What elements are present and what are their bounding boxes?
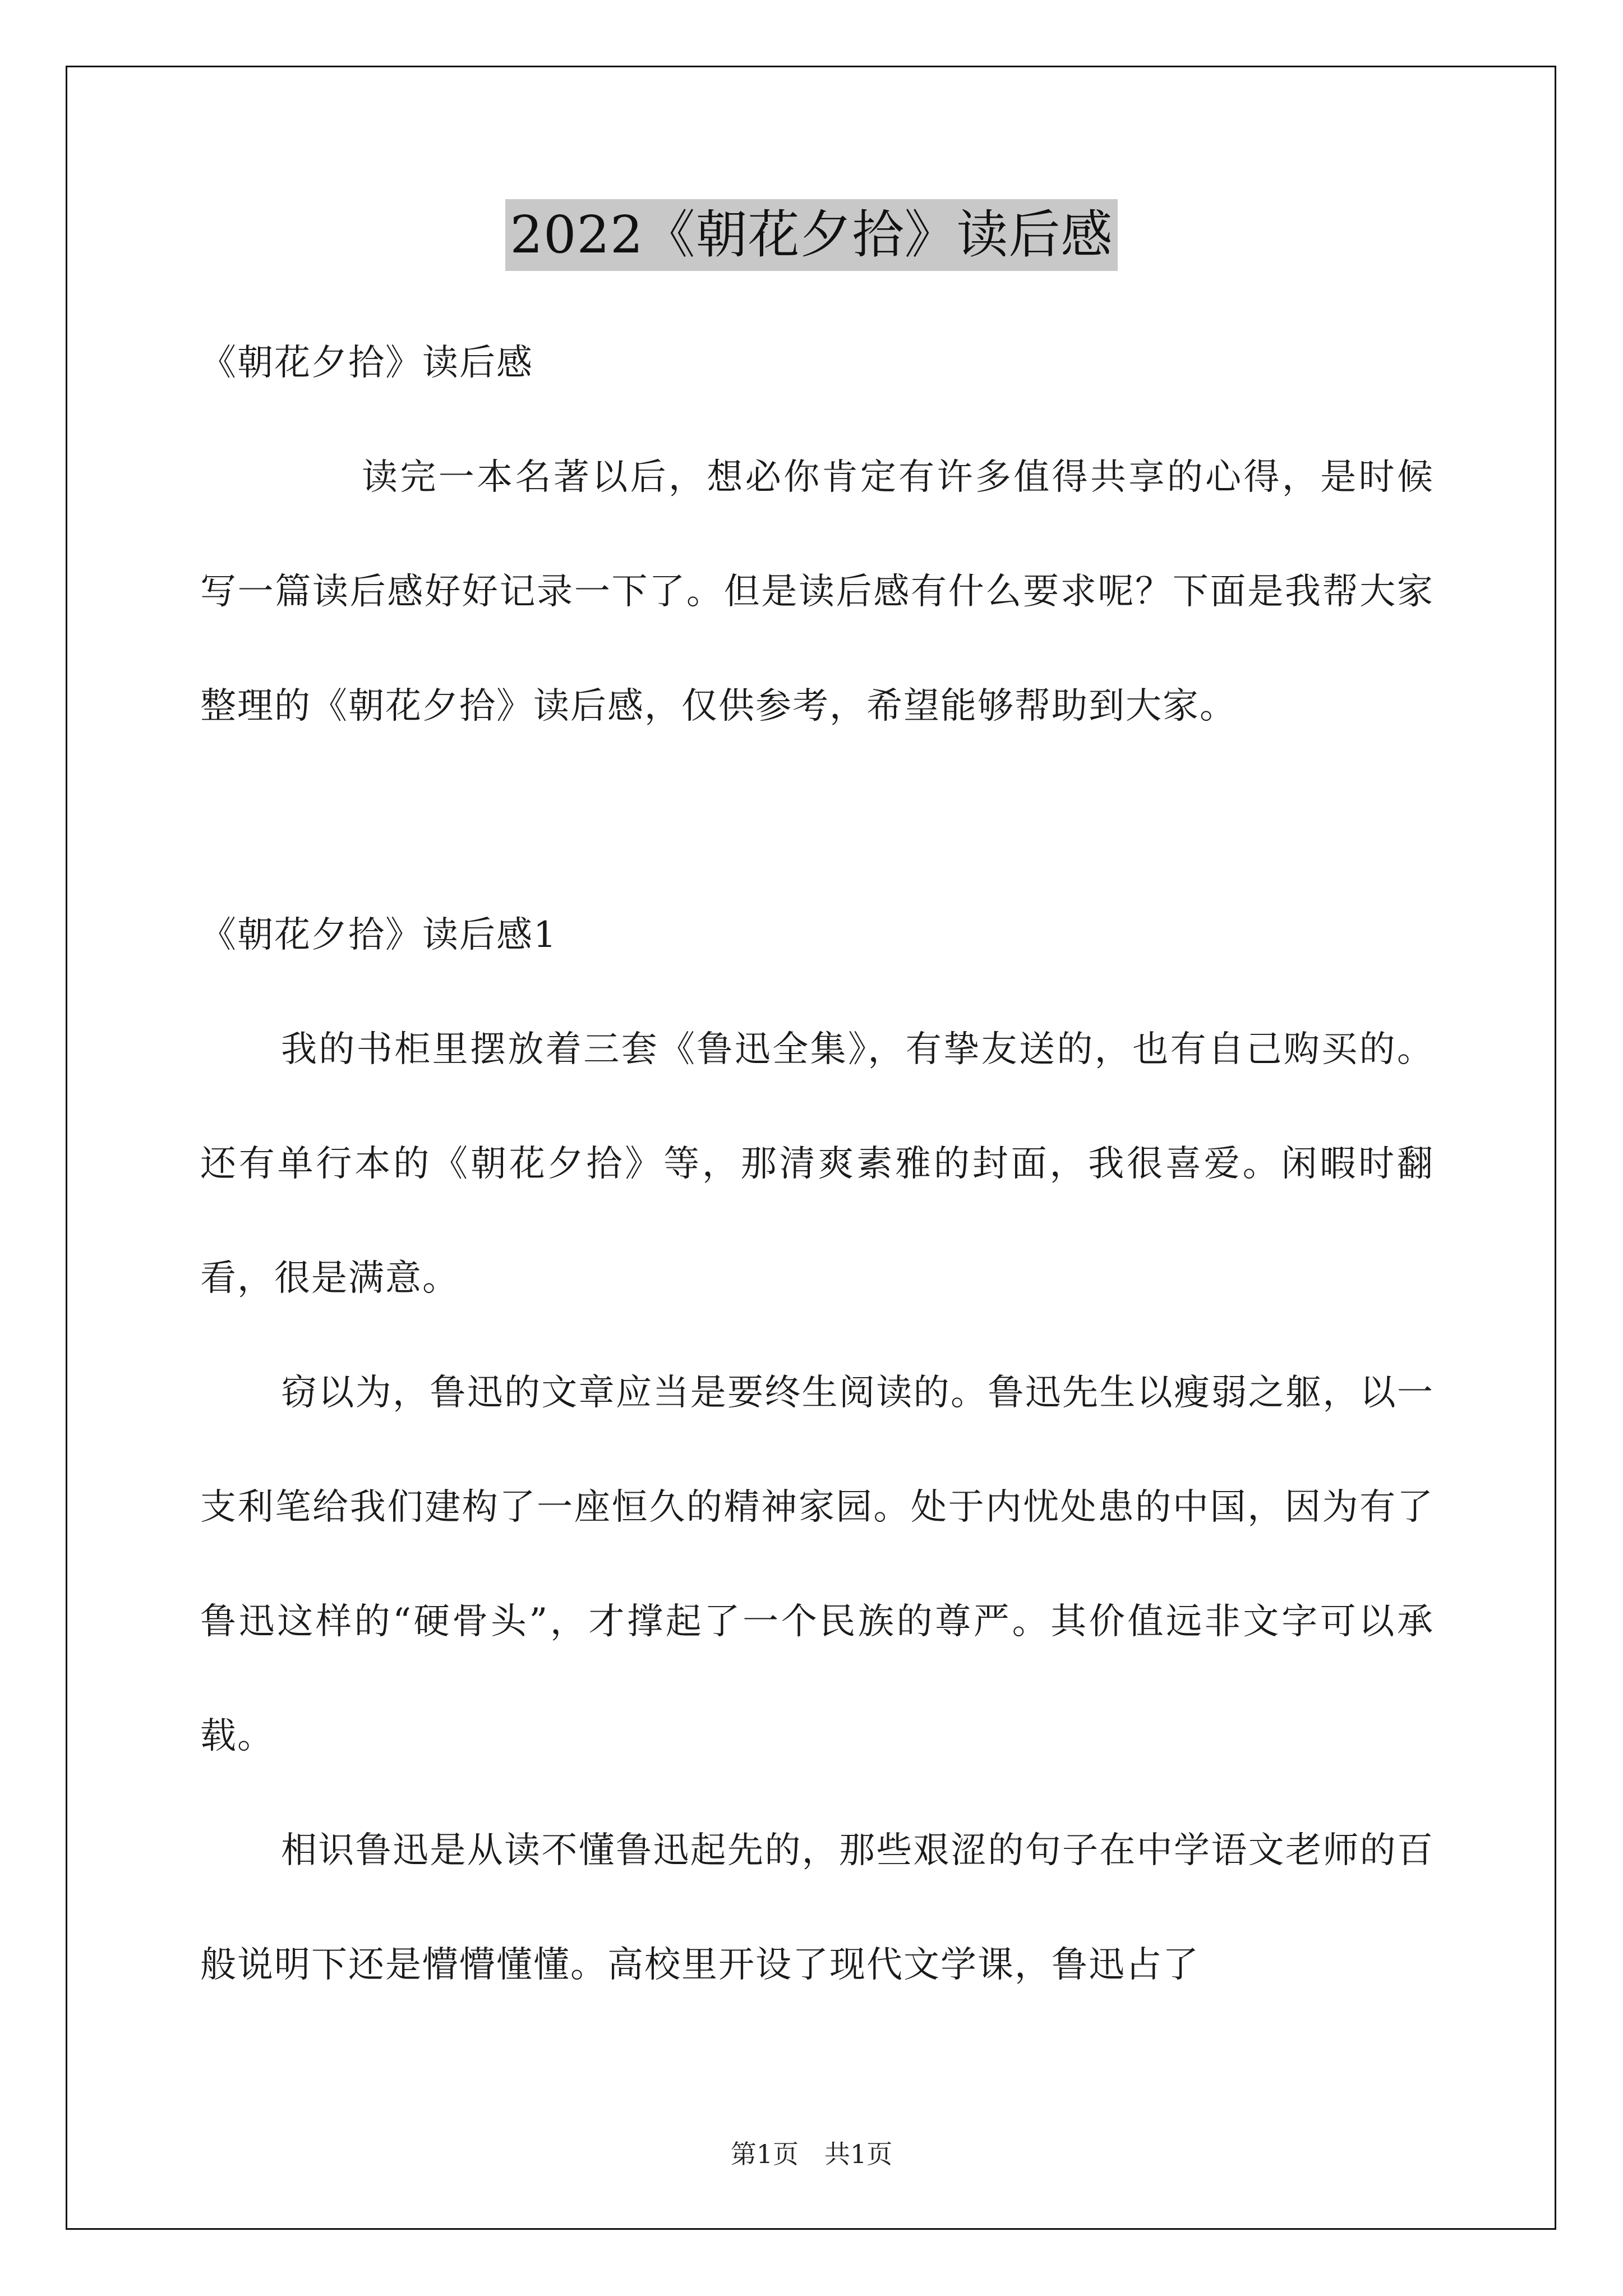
page-footer: 第1页 共1页: [730, 2139, 893, 2169]
body-paragraph-3: 相识鲁迅是从读不懂鲁迅起先的，那些艰涩的句子在中学语文老师的百般说明下还是懵懵懂懂。高校里开设了现代文学课，鲁迅占了: [200, 1830, 1434, 1986]
document-body: [200, 306, 1434, 2022]
section-heading: 《朝花夕拾》读后感1: [200, 914, 557, 956]
intro-paragraph: 读完一本名著以后，想必你肯定有许多值得共享的心得，是时候写一篇读后感好好记录一下了。但是读后感有什么要求呢？下面是我帮大家整理的《朝花夕拾》读后感，仅供参考，希望能够帮助到大家。: [200, 457, 1434, 727]
intro-heading: 《朝花夕拾》读后感: [200, 342, 533, 384]
title-container: [0, 199, 1623, 271]
body-paragraph-1: 我的书柜里摆放着三套《鲁迅全集》，有挚友送的，也有自己购买的。还有单行本的《朝花夕拾》等，那清爽素雅的封面，我很喜爱。闲暇时翻看，很是满意。: [200, 1029, 1434, 1299]
section-spacer: [200, 763, 1434, 878]
body-paragraph-2: 窃以为，鲁迅的文章应当是要终生阅读的。鲁迅先生以瘦弱之躯，以一支利笔给我们建构了一座恒久的精神家园。处于内忧处患的中国，因为有了鲁迅这样的“硬骨头”，才撑起了一个民族的尊严。其价值远非文字可以承载。: [200, 1372, 1434, 1757]
document-title: 2022《朝花夕拾》读后感: [505, 199, 1117, 271]
